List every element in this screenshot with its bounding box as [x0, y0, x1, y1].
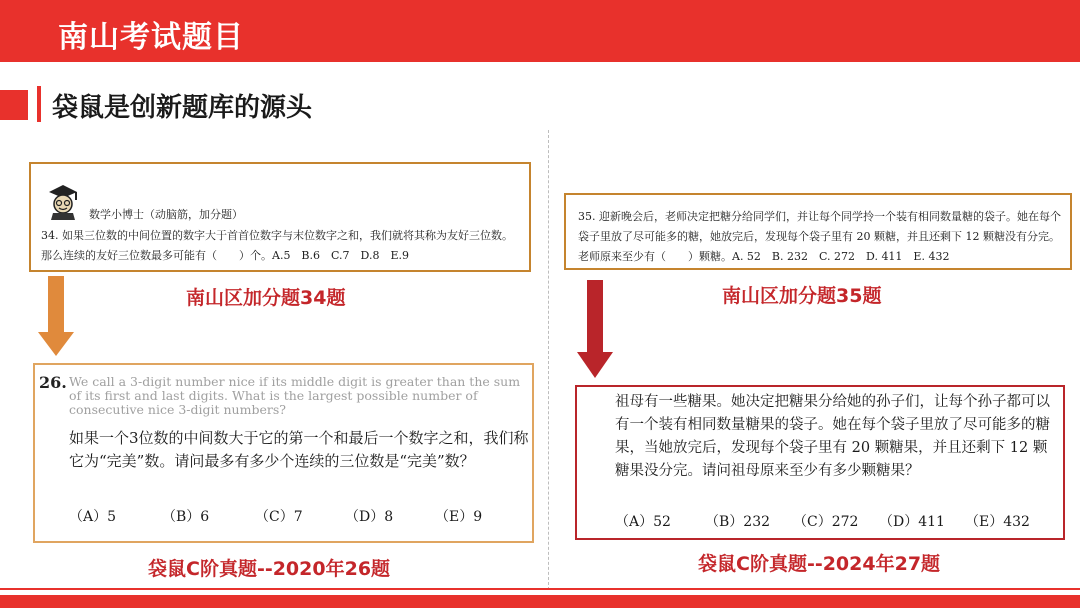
source-book-label: 数学小博士（动脑筋，加分题）	[89, 208, 243, 221]
column-divider	[548, 130, 549, 590]
choice-c: （C）7	[255, 509, 303, 525]
question-34-text: 34. 如果三位数的中间位置的数字大于首首位数字与末位数字之和，我们就将其称为友好三位数。那么连续的友好三位数最多可能有（ ）个。A.5 B.6 C.7 D.8 E.9	[41, 229, 513, 262]
choice-e: （E）432	[965, 514, 1030, 530]
subtitle-accent-line	[37, 86, 41, 122]
question-chinese-text: 如果一个3位数的中间数大于它的第一个和最后一个数字之和，我们称它为“完美”数。请问最多有多少个连续的三位数是“完美”数？	[69, 429, 529, 470]
footer-line	[0, 588, 1080, 590]
caption-kangaroo-2024-27: 袋鼠C阶真题--2024年27题	[698, 553, 941, 575]
choice-a: （A）52	[615, 514, 671, 530]
page-title: 南山考试题目	[58, 20, 244, 55]
answer-choices	[615, 511, 1055, 531]
choice-d: （D）8	[345, 509, 394, 525]
down-arrow-orange-icon	[36, 276, 76, 358]
caption-nanshan-34: 南山区加分题34题	[186, 287, 346, 309]
doctor-cartoon-icon	[45, 182, 81, 220]
caption-kangaroo-2020-26: 袋鼠C阶真题--2020年26题	[148, 558, 391, 580]
answer-choices	[69, 506, 529, 526]
choice-b: （B）232	[705, 514, 771, 530]
choice-d: （D）411	[879, 514, 945, 530]
choice-a: （A）5	[69, 509, 117, 525]
subtitle-accent-block	[0, 90, 28, 120]
choice-e: （E）9	[435, 509, 483, 525]
kangaroo-question-26-box	[33, 363, 534, 543]
question-english-text: We call a 3-digit number nice if its middle digit is greater than the sum of its first and last digits. What is the largest possible number of consecutive nice 3-digit numbers?	[69, 374, 521, 417]
question-35-text: 35. 迎新晚会后，老师决定把糖分给同学们，并让每个同学拎一个装有相同数量糖的袋子。她在每个袋子里放了尽可能多的糖，她放完后，发现每个袋子里有 20 颗糖，并且还剩下 12 颗糖没有分完。老师原来至少有（ ）颗糖。A. 52 B. 232 C. 272 D. 411 E. 432	[578, 210, 1061, 263]
nanshan-question-34-box	[29, 162, 531, 272]
nanshan-question-35-box	[564, 193, 1072, 270]
footer-bar	[0, 595, 1080, 608]
down-arrow-red-icon	[576, 280, 614, 380]
choice-c: （C）272	[793, 514, 859, 530]
kangaroo-question-27-box	[575, 385, 1065, 540]
caption-nanshan-35: 南山区加分题35题	[722, 285, 882, 307]
header-bar	[0, 0, 1080, 62]
question-number: 26.	[39, 373, 67, 392]
question-chinese-text: 祖母有一些糖果。她决定把糖果分给她的孙子们，让每个孙子都可以有一个装有相同数量糖果的袋子。她在每个袋子里放了尽可能多的糖果，当她放完后，发现每个袋子里有 20 颗糖果，并且还剩下 12 颗糖果没分完。请问祖母原来至少有多少颗糖果？	[615, 394, 1050, 479]
slide-subtitle: 袋鼠是创新题库的源头	[52, 93, 313, 123]
choice-b: （B）6	[162, 509, 210, 525]
